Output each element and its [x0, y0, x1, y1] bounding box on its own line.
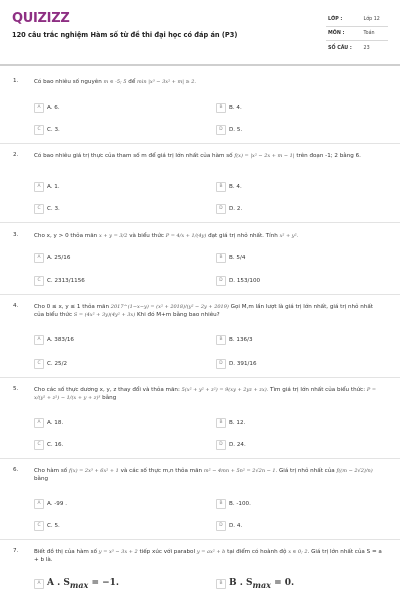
option-c[interactable]	[34, 203, 60, 214]
option-a[interactable]	[34, 578, 119, 589]
option-text: B. 4.	[229, 183, 242, 190]
option-b[interactable]	[216, 498, 251, 509]
option-letter-box: A	[34, 182, 44, 192]
option-letter-box: A	[34, 579, 44, 589]
question-divider	[0, 294, 400, 295]
question-number: 4.	[13, 303, 19, 309]
option-a[interactable]	[34, 181, 60, 192]
question-divider	[0, 539, 400, 540]
option-letter-box: B	[216, 499, 226, 509]
option-text: C. 3.	[47, 205, 60, 212]
question-text: Biết đồ thị của hàm số y = x³ − 3x + 2 tiếp xúc với parabol y = ax² + b tại điểm có hoành độ x ∈ 0; 2. Giá trị lớn nhất của S = a + b là.	[34, 549, 382, 564]
question-divider	[0, 222, 400, 223]
question-number: 5.	[13, 386, 19, 392]
meta-divider	[326, 26, 388, 27]
option-text: D. 2.	[229, 205, 243, 212]
count-label: SỐ CÂU :	[328, 46, 352, 51]
option-text: A . $S_{max} = -1$.	[47, 577, 120, 590]
option-letter-box: B	[216, 182, 226, 192]
question-text: Cho 0 ≤ x, y ≤ 1 thỏa mãn 2017^(1−x−y) = (x² + 2018)/(y² − 2y + 2019) Gọi M,m lần lượt là giá trị lớn nhất, giá trị nhỏ nhất của biểu thức S = (4x² + 3y)(4y² + 3x) Khi đó M+m bằng bao nhiêu?	[34, 304, 373, 319]
option-letter-box: B	[216, 579, 226, 589]
option-a[interactable]	[34, 102, 60, 113]
count-meta	[328, 46, 370, 51]
option-letter-box: C	[34, 359, 44, 369]
option-letter-box: A	[34, 103, 44, 113]
class-meta	[328, 17, 380, 22]
question-text: Có bao nhiêu giá trị thực của tham số m để giá trị lớn nhất của hàm số f(x) = |x² − 2x + m − 1| trên đoạn -1; 2 bằng 6.	[34, 153, 361, 159]
option-a[interactable]	[34, 498, 67, 509]
option-b[interactable]	[216, 334, 253, 345]
option-letter-box: B	[216, 103, 226, 113]
subject-value: Toán	[363, 31, 375, 36]
option-letter-box: C	[34, 521, 44, 531]
question-number: 3.	[13, 232, 19, 238]
option-a[interactable]	[34, 334, 74, 345]
option-a[interactable]	[34, 252, 70, 263]
question-text: Cho hàm số f(x) = 2x³ + 6x² + 1 và các số thực m,n thỏa mãn m² − 4mn + 5n² = 2√2n − 1. Giá trị nhỏ nhất của f((m − 2√2)/n) bằng	[34, 468, 373, 483]
class-label: LỚP :	[328, 17, 343, 22]
option-c[interactable]	[34, 358, 67, 369]
quizizz-logo: QUIZIZZ	[12, 11, 70, 26]
meta-divider	[326, 40, 388, 41]
question-text: Có bao nhiêu số nguyên m ∈ -5; 5 để min |x³ − 3x² + m| ≥ 2.	[34, 79, 197, 85]
option-text: D. 24.	[229, 441, 246, 448]
option-letter-box: A	[34, 335, 44, 345]
option-text: D. 391/16	[229, 360, 257, 367]
option-letter-box: B	[216, 418, 226, 428]
option-letter-box: D	[216, 359, 226, 369]
option-letter-box: A	[34, 253, 44, 263]
option-text: A. 383/16	[47, 336, 74, 343]
option-text: D. 4.	[229, 522, 243, 529]
option-letter-box: D	[216, 276, 226, 286]
option-text: A. 18.	[47, 419, 64, 426]
option-letter-box: A	[34, 418, 44, 428]
header-divider	[0, 64, 400, 66]
option-letter-box: C	[34, 204, 44, 214]
option-b[interactable]	[216, 417, 245, 428]
question-number: 2.	[13, 152, 19, 158]
option-text: A. 6.	[47, 104, 60, 111]
option-c[interactable]	[34, 275, 85, 286]
subject-label: MÔN :	[328, 31, 345, 36]
option-b[interactable]	[216, 102, 242, 113]
option-text: C. 3.	[47, 126, 60, 133]
question-text: Cho x, y > 0 thỏa mãn x + y = 3/2 và biểu thức P = 4/x + 1/(4y) đạt giá trị nhỏ nhất. Tính x² + y².	[34, 233, 299, 239]
option-c[interactable]	[34, 124, 60, 135]
option-d[interactable]	[216, 520, 242, 531]
question-divider	[0, 143, 400, 144]
option-d[interactable]	[216, 275, 260, 286]
page-title: 120 câu trắc nghiệm Hàm số từ đề thi đại học có đáp án (P3)	[12, 31, 238, 39]
document-header	[0, 0, 400, 66]
option-text: B. 4.	[229, 104, 242, 111]
option-letter-box: D	[216, 521, 226, 531]
option-c[interactable]	[34, 439, 63, 450]
question-number: 6.	[13, 467, 19, 473]
option-letter-box: C	[34, 125, 44, 135]
class-value: Lớp 12	[363, 17, 380, 22]
option-d[interactable]	[216, 439, 246, 450]
option-c[interactable]	[34, 520, 60, 531]
question-text: Cho các số thực dương x, y, z thay đổi và thỏa mãn: 5(x² + y² + z²) = 9(xy + 2yz + zx). Tìm giá trị lớn nhất của biểu thức: P = x/(y² + z²) − 1/(x + y + z)³ bằng	[34, 387, 377, 402]
option-d[interactable]	[216, 124, 242, 135]
option-text: B. 12.	[229, 419, 246, 426]
question-divider	[0, 377, 400, 378]
option-letter-box: B	[216, 335, 226, 345]
option-a[interactable]	[34, 417, 63, 428]
option-b[interactable]	[216, 578, 294, 589]
option-text: A. -99 .	[47, 500, 67, 507]
option-text: D. 5.	[229, 126, 243, 133]
option-text: C. 25/2	[47, 360, 68, 367]
option-text: B. 136/3	[229, 336, 253, 343]
option-letter-box: D	[216, 125, 226, 135]
option-text: C. 2313/1156	[47, 277, 85, 284]
option-letter-box: C	[34, 276, 44, 286]
count-value: 23	[363, 46, 370, 51]
option-letter-box: D	[216, 204, 226, 214]
option-letter-box: A	[34, 499, 44, 509]
option-text: A. 25/16	[47, 254, 71, 261]
question-number: 7.	[13, 548, 19, 554]
option-text: D. 153/100	[229, 277, 261, 284]
option-d[interactable]	[216, 203, 242, 214]
option-text: C. 5.	[47, 522, 60, 529]
option-text: A. 1.	[47, 183, 60, 190]
option-text: B. -100.	[229, 500, 251, 507]
question-divider	[0, 458, 400, 459]
option-b[interactable]	[216, 252, 245, 263]
option-text: B. 5/4	[229, 254, 246, 261]
option-text: B . $S_{max} = 0$.	[229, 577, 295, 590]
subject-meta	[328, 31, 375, 36]
option-letter-box: B	[216, 253, 226, 263]
option-b[interactable]	[216, 181, 242, 192]
option-d[interactable]	[216, 358, 257, 369]
option-letter-box: D	[216, 440, 226, 450]
question-number: 1.	[13, 78, 19, 84]
option-letter-box: C	[34, 440, 44, 450]
option-text: C. 16.	[47, 441, 64, 448]
